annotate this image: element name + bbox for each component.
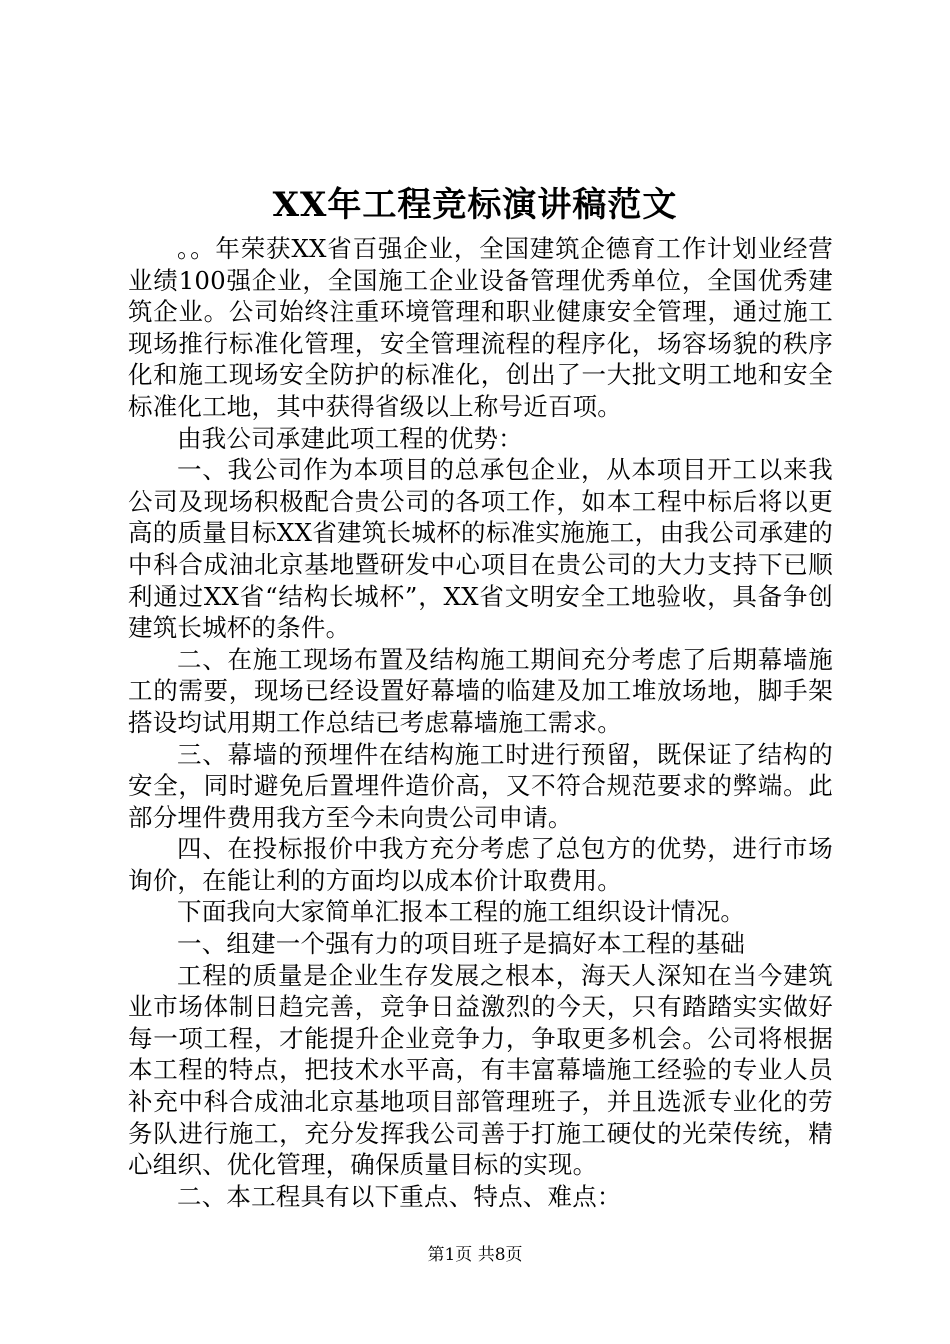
paragraph-section-1-body: 工程的质量是企业生存发展之根本，海天人深知在当今建筑业市场体制日趋完善，竞争日益激烈的今天，只有踏踏实实做好每一项工程，才能提升企业竞争力，争取更多机会。公司将根据本工程的特点，把技术水平高，有丰富幕墙施工经验的专业人员补充中科合成油北京基地项目部管理班子，并且选派专业化的劳务队进行施工，充分发挥我公司善于打施工硬仗的光荣传统，精心组织、优化管理，确保质量目标的实现。 (128, 960, 833, 1180)
document-body (128, 233, 833, 1212)
paragraph-advantage-2: 二、在施工现场布置及结构施工期间充分考虑了后期幕墙施工的需要，现场已经设置好幕墙的临建及加工堆放场地，脚手架搭设均试用期工作总结已考虑幕墙施工需求。 (128, 644, 833, 737)
paragraph-advantage-4: 四、在投标报价中我方充分考虑了总包方的优势，进行市场询价，在能让利的方面均以成本价计取费用。 (128, 834, 833, 895)
paragraph-advantages-heading: 由我公司承建此项工程的优势： (177, 423, 523, 453)
paragraph-intro: 。。年荣获XX省百强企业，全国建筑企德育工作计划业经营业绩100强企业，全国施工企业设备管理优秀单位，全国优秀建筑企业。公司始终注重环境管理和职业健康安全管理，通过施工现场推行标准化管理，安全管理流程的程序化，场容场貌的秩序化和施工现场安全防护的标准化，创出了一大批文明工地和安全标准化工地，其中获得省级以上称号近百项。 (128, 234, 833, 421)
document-title: XX年工程竞标演讲稿范文 (272, 185, 678, 225)
paragraph-report-intro: 下面我向大家简单汇报本工程的施工组织设计情况。 (177, 897, 746, 927)
paragraph-advantage-3: 三、幕墙的预埋件在结构施工时进行预留，既保证了结构的安全，同时避免后置埋件造价高，又不符合规范要求的弊端。此部分埋件费用我方至今未向贵公司申请。 (128, 739, 833, 832)
paragraph-advantage-1: 一、我公司作为本项目的总承包企业，从本项目开工以来我公司及现场积极配合贵公司的各项工作，如本工程中标后将以更高的质量目标XX省建筑长城杯的标准实施施工，由我公司承建的中科合成油北京基地暨研发中心项目在贵公司的大力支持下已顺利通过XX省“结构长城杯”，XX省文明安全工地验收，具备争创建筑长城杯的条件。 (128, 455, 833, 643)
paragraph-section-2-heading: 二、本工程具有以下重点、特点、难点： (177, 1181, 622, 1211)
paragraph-section-1-heading: 一、组建一个强有力的项目班子是搞好本工程的基础 (177, 929, 746, 959)
page-footer: 第1页 共8页 (427, 1245, 523, 1265)
